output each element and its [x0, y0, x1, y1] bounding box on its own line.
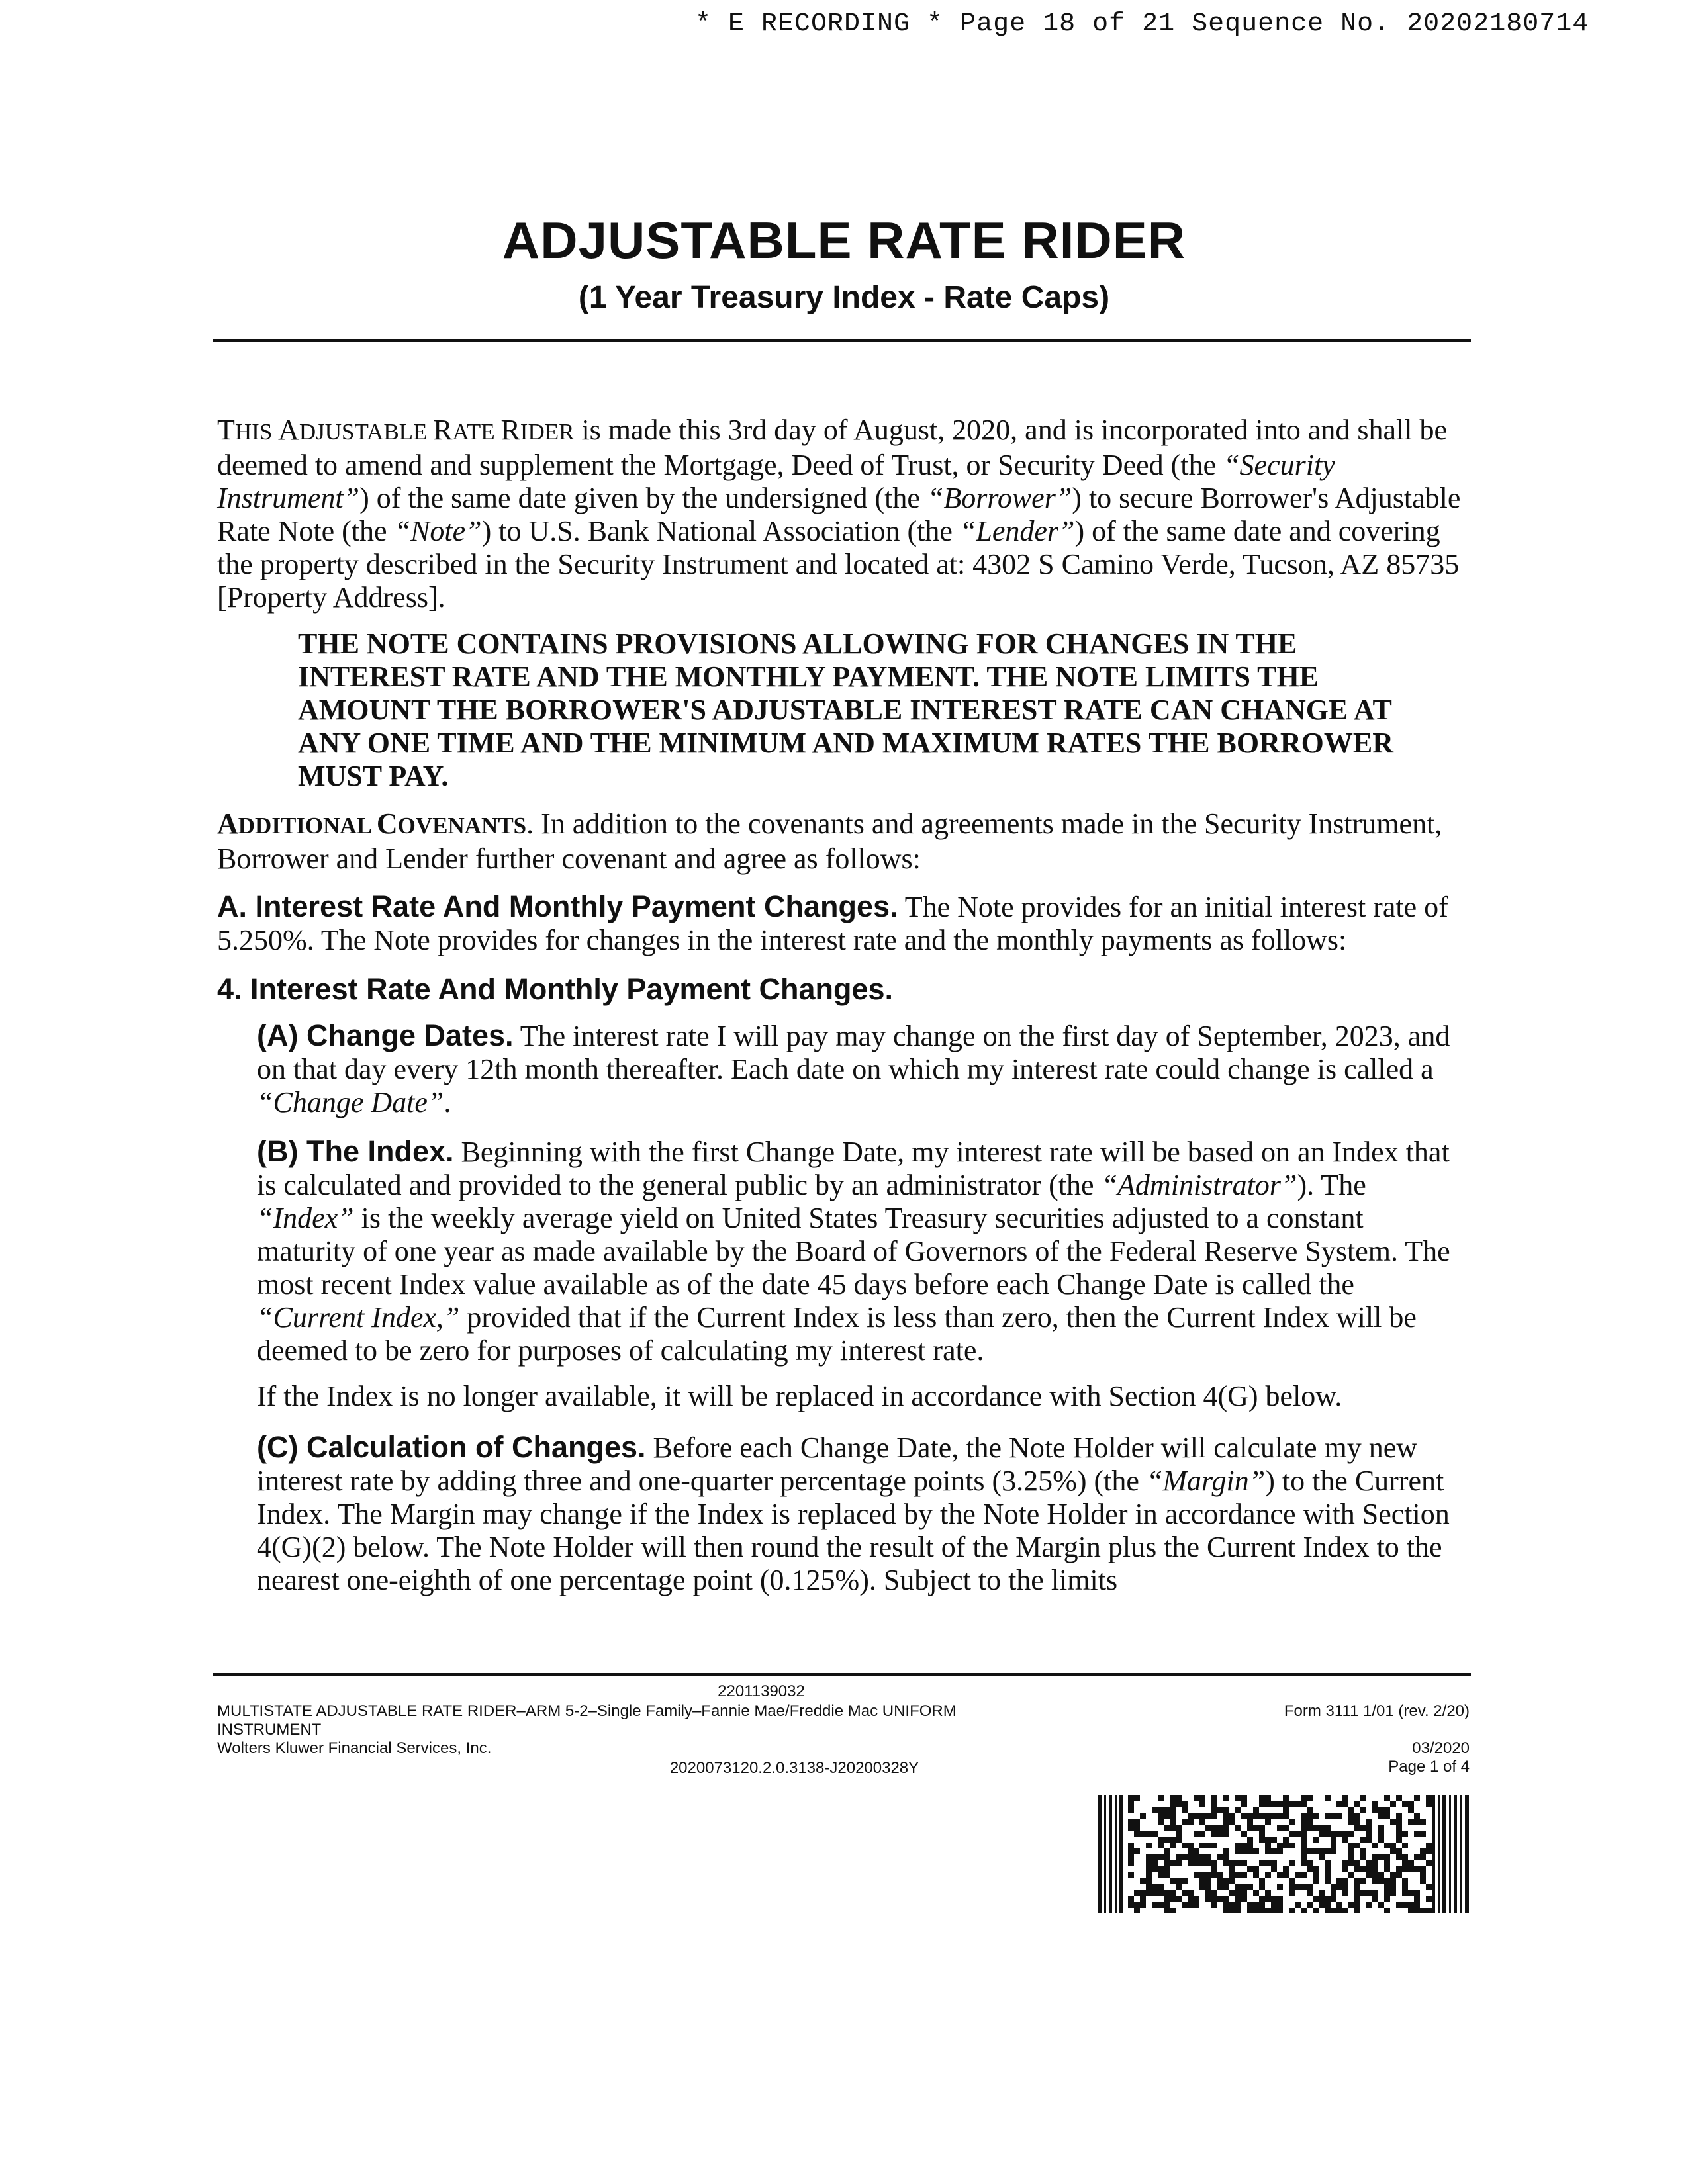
section-4 [217, 973, 1468, 1007]
barcode-icon [1098, 1795, 1470, 1913]
recording-header: * E RECORDING * Page 18 of 21 Sequence No. 20202180714 [695, 9, 1589, 39]
section-a-heading: A. Interest Rate And Monthly Payment Changes. [217, 889, 898, 923]
page-subtitle: (1 Year Treasury Index - Rate Caps) [578, 280, 1110, 315]
document-code: 2020073120.2.0.3138-J20200328Y [669, 1759, 919, 1777]
paragraph-the-index: (B) The Index. Beginning with the first Change Date, my interest rate will be based on an Index that is calculated and provided to the general public by an administrator (the “Administrator”). The “Index” is the weekly average yield on United States Treasury securities adjusted to a constant maturity of one year as made available by the Board of Governors of the Federal Reserve System. The most recent Index value available as of the date 45 days before each Change Date is called the “Current Index,” provided that if the Current Index is less than zero, then the Current Index will be deemed to be zero for purposes of calculating my interest rate. [257, 1134, 1450, 1367]
page-number: Page 1 of 4 [1388, 1758, 1470, 1776]
title-divider [213, 339, 1471, 342]
page-title: ADJUSTABLE RATE RIDER [502, 211, 1186, 269]
form-number: Form 3111 1/01 (rev. 2/20) [1284, 1702, 1470, 1720]
additional-covenants: ADDITIONAL COVENANTS. In addition to the covenants and agreements made in the Security Instrument, Borrower and Lender further covenant and agree as follows: [217, 807, 1442, 875]
notice-block: THE NOTE CONTAINS PROVISIONS ALLOWING FOR CHANGES IN THE INTEREST RATE AND THE MONTHLY PAYMENT. THE NOTE LIMITS THE AMOUNT THE BORROWER'S ADJUSTABLE INTEREST RATE CAN CHANGE AT ANY ONE TIME AND THE MINIMUM AND MAXIMUM RATES THE BORROWER MUST PAY. [298, 627, 1393, 792]
the-index-heading: (B) The Index. [257, 1134, 454, 1168]
form-title: MULTISTATE ADJUSTABLE RATE RIDER–ARM 5-2–Single Family–Fannie Mae/Freddie Mac UNIFORM INSTRUMENT [217, 1702, 957, 1739]
loan-number: 2201139032 [718, 1682, 805, 1700]
section-4-heading: 4. Interest Rate And Monthly Payment Changes. [217, 972, 894, 1006]
change-dates-heading: (A) Change Dates. [257, 1019, 514, 1052]
calculation-heading: (C) Calculation of Changes. [257, 1430, 646, 1464]
publisher: Wolters Kluwer Financial Services, Inc. [217, 1739, 492, 1757]
form-date: 03/2020 [1412, 1739, 1470, 1757]
intro-paragraph: THIS ADJUSTABLE RATE RIDER is made this 3rd day of August, 2020, and is incorporated into and shall be deemed to amend and supplement the Mortgage, Deed of Trust, or Security Deed (the “Security Instrument”) of the same date given by the undersigned (the “Borrower”) to secure Borrower's Adjustable Rate Note (the “Note”) to U.S. Bank National Association (the “Lender”) of the same date and covering the property described in the Security Instrument and located at: 4302 S Camino Verde, Tucson, AZ 85735 [Property Address]. [217, 414, 1461, 614]
section-a: A. Interest Rate And Monthly Payment Changes. The Note provides for an initial interest rate of 5.250%. The Note provides for changes in the interest rate and the monthly payments as follows: [217, 889, 1448, 956]
footer-divider [213, 1673, 1471, 1676]
paragraph-change-dates: (A) Change Dates. The interest rate I will pay may change on the first day of September, 2023, and on that day every 12th month thereafter. Each date on which my interest rate could change is called a “Change Date”. [257, 1019, 1450, 1118]
paragraph-index-unavailable: If the Index is no longer available, it will be replaced in accordance with Section 4(G) below. [257, 1380, 1342, 1412]
paragraph-calculation-of-changes: (C) Calculation of Changes. Before each Change Date, the Note Holder will calculate my new interest rate by adding three and one-quarter percentage points (3.25%) (the “Margin”) to the Current Index. The Margin may change if the Index is replaced by the Note Holder in accordance with Section 4(G)(2) below. The Note Holder will then round the result of the Margin plus the Current Index to the nearest one-eighth of one percentage point (0.125%). Subject to the limits [257, 1430, 1450, 1596]
